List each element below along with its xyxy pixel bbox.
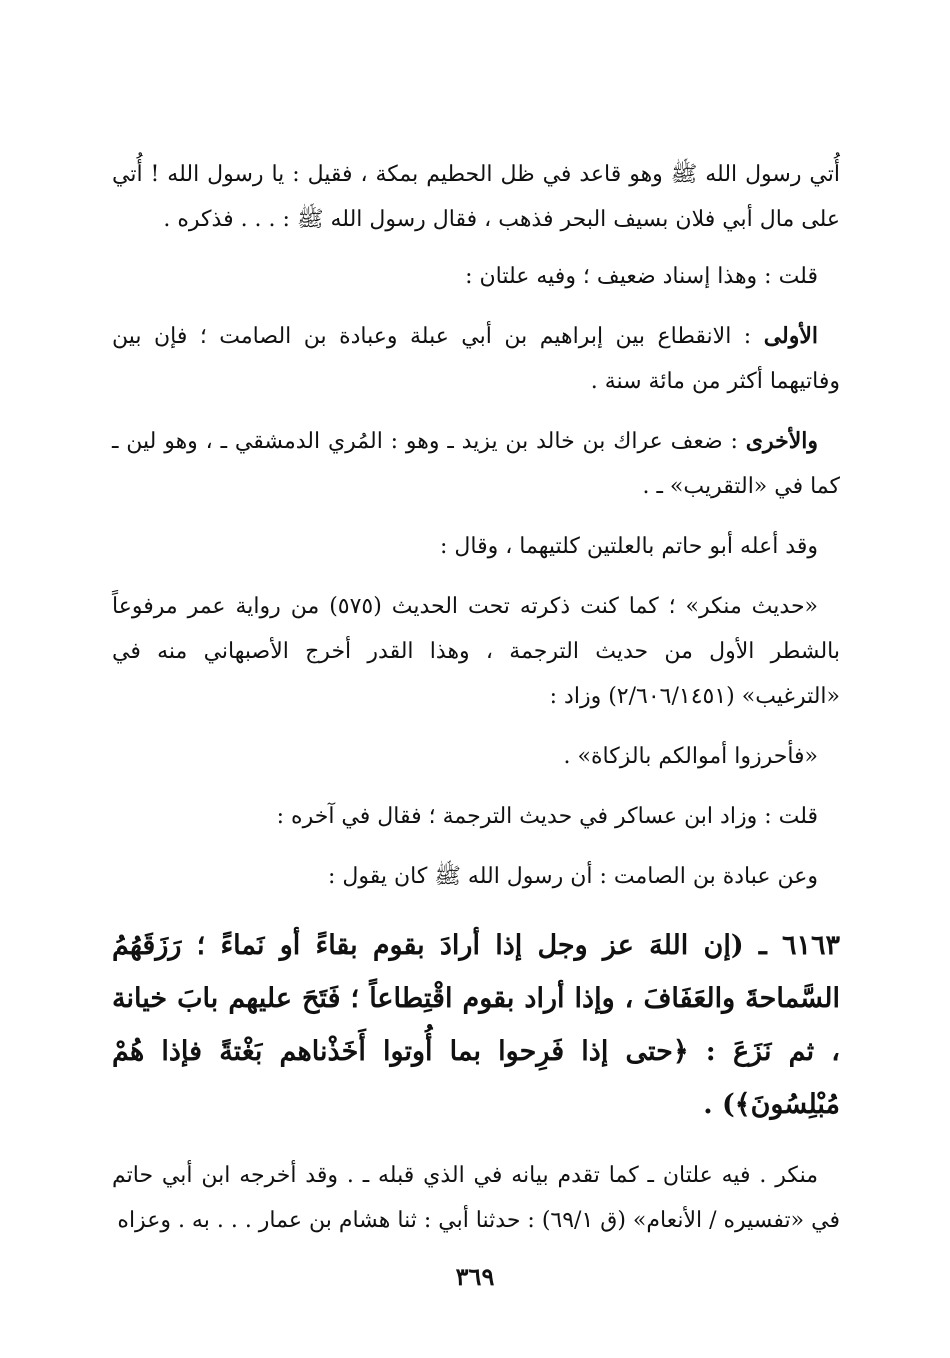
page-body [112, 152, 840, 1258]
hadith-6163: ٦١٦٣ ـ (إن اللهَ عز وجل إذا أرادَ بقوم بقاءً أو نَماءً ؛ رَزَقَهُمُ السَّماحةَ والعَفَافَ ، وإذا أراد بقوم اقْتِطاعاً ؛ فَتَحَ عليهم بابَ خيانة ، ثم نَزَعَ : ﴿حتى إذا فَرِحوا بما أُوتوا أَخَذْناهم بَغْتةً فإذا هُمْ مُبْلِسُونَ﴾) . [112, 930, 840, 1120]
paragraph-narration: أُتي رسول الله ﷺ وهو قاعد في ظل الحطيم بمكة ، فقيل : يا رسول الله ! أُتي على مال أبي فلان بسيف البحر فذهب ، فقال رسول الله ﷺ : . . . فذكره . [112, 162, 840, 232]
first-defect-text: : الانقطاع بين إبراهيم بن أبي عبلة وعبادة بن الصامت ؛ فإن بين وفاتيهما أكثر من مائة سنة . [112, 324, 840, 394]
second-defect-label: والأخرى [745, 428, 818, 454]
paragraph-zakat-quote: «فأحرزوا أموالكم بالزكاة» . [563, 744, 818, 769]
paragraph-ubada: وعن عبادة بن الصامت : أن رسول الله ﷺ كان يقول : [328, 864, 818, 889]
first-defect-label: الأولى [763, 323, 819, 349]
paragraph-munkar-quote: «حديث منكر» ؛ كما كنت ذكرته تحت الحديث (٥٧٥) من رواية عمر مرفوعاً بالشطر الأول من حديث الترجمة ، وهذا القدر أخرج الأصبهاني منه في «الترغيب» (٢/٦٠٦/١٤٥١) وزاد : [112, 594, 840, 709]
paragraph-ruling: منكر . فيه علتان ـ كما تقدم بيانه في الذي قبله ـ . وقد أخرجه ابن أبي حاتم في «تفسيره / الأنعام» (ق ٦٩/١) : حدثنا أبي : ثنا هشام بن عمار . . . به . وعزاه [112, 1163, 840, 1233]
paragraph-second-defect [112, 419, 840, 509]
paragraph-isnad-weak: قلت : وهذا إسناد ضعيف ؛ وفيه علتان : [465, 264, 818, 289]
paragraph-abu-hatim: وقد أعله أبو حاتم بالعلتين كلتيهما ، وقال : [439, 534, 818, 559]
paragraph-first-defect [112, 314, 840, 404]
paragraph-ibn-asakir: قلت : وزاد ابن عساكر في حديث الترجمة ؛ فقال في آخره : [276, 804, 818, 829]
second-defect-text: : ضعف عراك بن خالد بن يزيد ـ وهو : المُري الدمشقي ـ ، وهو لين ـ كما في «التقريب» ـ . [112, 429, 840, 499]
page-number: ٣٦٩ [455, 1262, 495, 1291]
